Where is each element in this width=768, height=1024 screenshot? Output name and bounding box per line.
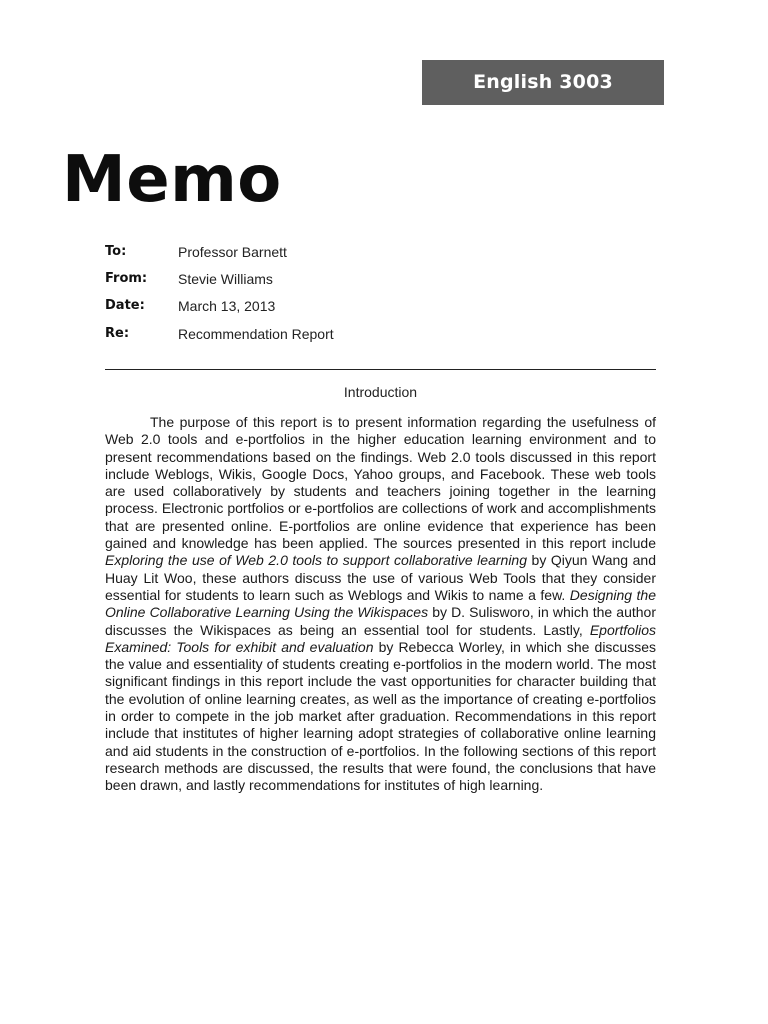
introduction-paragraph [105, 414, 656, 795]
from-value: Stevie Williams [178, 271, 273, 287]
from-label: From: [105, 271, 148, 286]
date-row [105, 294, 605, 318]
source-title-2: Designing the Online Collaborative Learning Using the Wikispaces [105, 586, 656, 621]
header-divider [105, 369, 656, 370]
re-label: Re: [105, 326, 130, 341]
source-title-3: Eportfolios Examined: Tools for exhibit and evaluation [105, 621, 656, 655]
date-label: Date: [105, 298, 145, 313]
to-row [105, 240, 605, 264]
re-row [105, 322, 605, 346]
re-value: Recommendation Report [178, 326, 334, 342]
date-value: March 13, 2013 [178, 298, 276, 314]
body-text-part-1: The purpose of this report is to present information regarding the usefulness of Web 2.0 tools and e-portfolios in the higher education learning environment and to present recommendations based on the findings. Web 2.0 tools discussed in this report include Weblogs, Wikis, Google Docs, Yahoo groups, and Facebook. These web tools are used collaboratively by students and teachers joining together in the learning process. Electronic portfolios or e-portfolios are collections of work and accomplishments that are presented online. E-portfolios are online evidence that experience has been gained and knowledge has been applied. The sources presented in this report include [105, 414, 656, 552]
course-label: English 3003 [473, 71, 613, 93]
body-text-part-4: by Rebecca Worley, in which she discusses the value and essentiality of students creating e-portfolios in the modern world. The most significant findings in this report include the vast opportunities for character building that the evolution of online learning creates, as well as the importance of creating e-portfolios in order to compete in the job market after graduation. Recommendations in this report include that institutes of higher learning adopt strategies of collaborative online learning and aid students in the construction of e-portfolios. In the following sections of this report research methods are discussed, the results that were found, the conclusions that have been drawn, and lastly recommendations for institutes of high learning. [105, 638, 656, 794]
from-row [105, 267, 605, 291]
body-text-part-2: by Qiyun Wang and Huay Lit Woo, these authors discuss the use of various Web Tools that they consider essential for students to learn such as Weblogs and Wikis to name a few. [105, 552, 656, 603]
source-title-1: Exploring the use of Web 2.0 tools to support collaborative learning [105, 552, 527, 569]
memo-title: Memo [62, 143, 282, 217]
course-label-box [422, 60, 664, 105]
section-heading-introduction: Introduction [343, 384, 418, 400]
to-label: To: [105, 244, 127, 259]
to-value: Professor Barnett [178, 244, 287, 260]
body-text-part-3: by D. Sulisworo, in which the author discusses the Wikispaces as being an essential tool for students. Lastly, [105, 604, 656, 638]
